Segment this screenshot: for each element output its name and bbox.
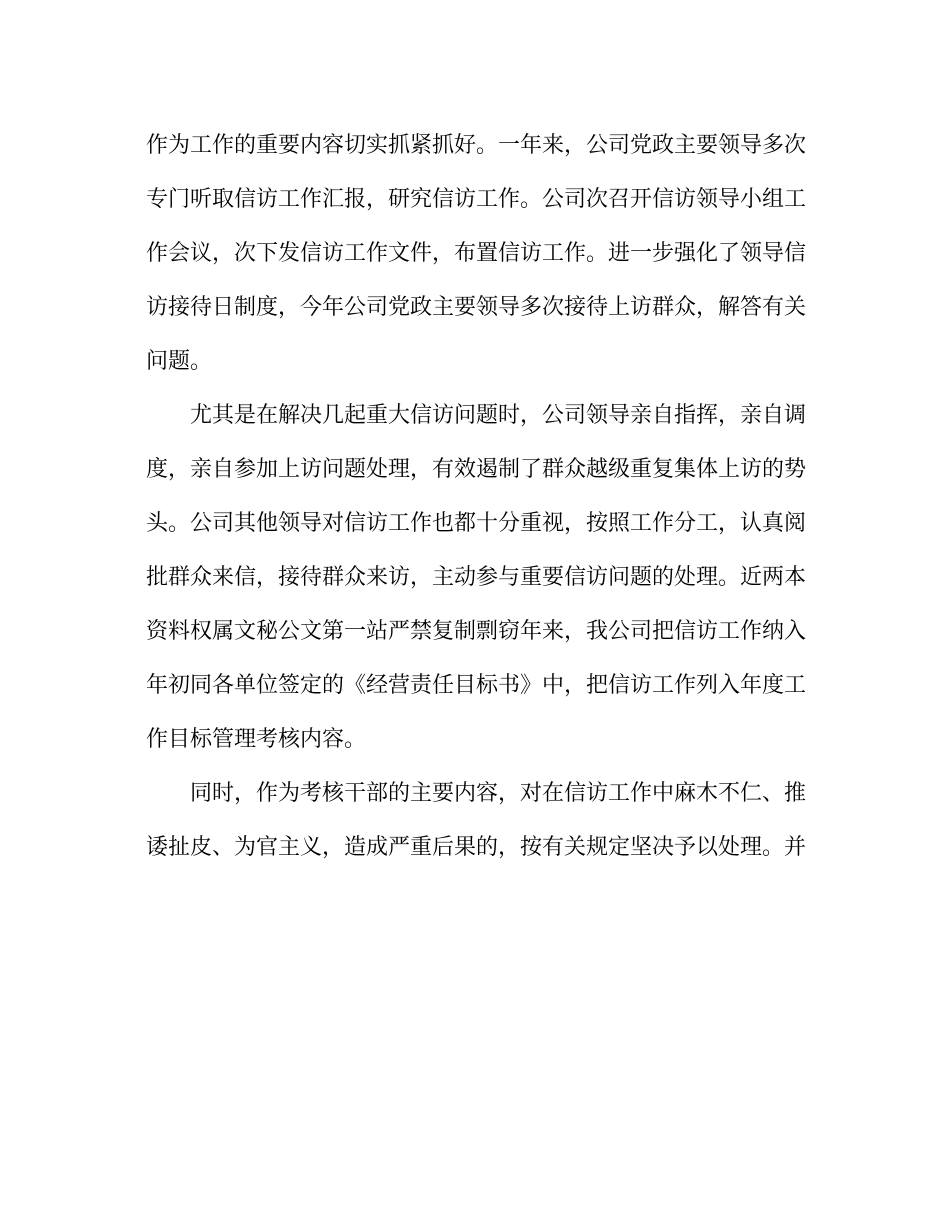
text-line: 诿扯皮、为官主义，造成严重后果的，按有关规定坚决予以处理。并 xyxy=(146,835,807,860)
text-line: 年初同各单位签定的《经营责任目标书》中，把信访工作列入年度工 xyxy=(146,673,807,698)
text-line: 作为工作的重要内容切实抓紧抓好。一年来，公司党政主要领导多次 xyxy=(146,133,807,158)
text-line: 问题。 xyxy=(146,349,213,374)
text-line: 专门听取信访工作汇报，研究信访工作。公司次召开信访领导小组工 xyxy=(146,187,807,212)
paragraph-first-line: 尤其是在解决几起重大信访问题时，公司领导亲自指挥，亲自调 xyxy=(190,403,807,428)
body-text xyxy=(146,119,806,875)
text-line: 资料权属文秘公文第一站严禁复制剽窃年来，我公司把信访工作纳入 xyxy=(146,619,807,644)
text-line: 作会议，次下发信访工作文件，布置信访工作。进一步强化了领导信 xyxy=(146,241,807,266)
text-line: 访接待日制度，今年公司党政主要领导多次接待上访群众，解答有关 xyxy=(146,295,807,320)
text-line: 批群众来信，接待群众来访，主动参与重要信访问题的处理。近两本 xyxy=(146,565,807,590)
text-line: 度，亲自参加上访问题处理，有效遏制了群众越级重复集体上访的势 xyxy=(146,457,807,482)
paragraph-first-line: 同时，作为考核干部的主要内容，对在信访工作中麻木不仁、推 xyxy=(190,781,807,806)
text-line: 作目标管理考核内容。 xyxy=(146,727,367,752)
text-line: 头。公司其他领导对信访工作也都十分重视，按照工作分工，认真阅 xyxy=(146,511,807,536)
